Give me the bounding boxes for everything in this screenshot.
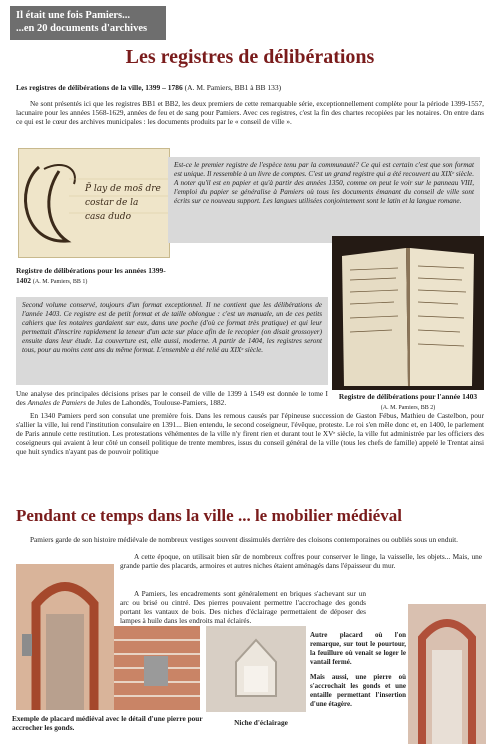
caption-registre-2 bbox=[330, 392, 486, 413]
subtitle-bold: Les registres de délibérations de la ville bbox=[16, 83, 142, 92]
intro-paragraph: Ne sont présentés ici que les registres BB1 et BB2, les deux premiers de cette remarquable série, exceptionnellement complète pour la période 1399-1557, lacunaire pour les années 1568-1629, années de feu et de sang pour Pamiers. Avec ces registres, c'est la fin des chartes recopiées par les notaires. On entre dans ce qui est le cœur des archives municipales : les documents produits par le « conseil de ville ». bbox=[16, 99, 484, 126]
analysis-book-title: Annales de Pamiers bbox=[27, 398, 86, 407]
series-line-2: ...en 20 documents d'archives bbox=[16, 23, 148, 34]
document-subtitle bbox=[16, 83, 486, 92]
subtitle-dates: , 1399 – 1786 bbox=[141, 83, 183, 92]
caption-niche: Niche d'éclairage bbox=[234, 718, 288, 727]
analysis-text-end: de Jules de Lahondès, Toulouse-Pamiers, 1882. bbox=[85, 398, 227, 407]
side-text-1: Autre placard où l'on remarque, sur tout le pourtour, la feuillure où venait se loger le vantail fermé. bbox=[310, 631, 406, 666]
analysis-paragraph bbox=[16, 389, 328, 407]
book-drawing bbox=[332, 236, 484, 390]
history-paragraph: En 1340 Pamiers perd son consulat une première fois. Dans les remous causés par l'épineuse succession de Gaston Fébus, Mathieu de Castelbon, pour s'allier la ville, lui rend l'institution consulaire en 1391... Bien entendu, le second coseigneur, l'évêque, proteste. Le roi s'en mêle donc et, en 1400, le parlement de Paris annule cette restitution. Les protestations véhémentes de la ville n'y firent rien et durant tout le XVᵉ siècle, la ville fut administrée par les officiers des coseigneurs qui avaient à leur côté un conseil politique de trente membres, issus du conseil général de la ville (tous les chefs de famille) appelé le Trentat ainsi que huit syndics n'ayant pas de pouvoir politique bbox=[16, 411, 484, 456]
page-title: Les registres de délibérations bbox=[125, 46, 375, 68]
hinge-stone-drawing bbox=[114, 626, 200, 710]
subtitle-ref: (A. M. Pamiers, BB1 à BB 133) bbox=[184, 83, 282, 92]
open-register-image bbox=[332, 236, 484, 390]
analysis-text: Une analyse des principales décisions prises par le conseil de ville de 1399 à 1549 est donnée le tome I des bbox=[16, 389, 328, 407]
niche-photo bbox=[206, 626, 306, 712]
placard-side-text bbox=[310, 631, 406, 709]
manuscript-line-1: P̄ lay de mos̄ dre bbox=[85, 184, 161, 194]
series-line-1: Il était une fois Pamiers... bbox=[16, 10, 131, 21]
placard-feuillure-photo bbox=[408, 604, 486, 744]
caption-2-ref: (A. M. Pamiers, BB 2) bbox=[380, 405, 436, 411]
niche-drawing bbox=[206, 626, 306, 712]
mobilier-paragraph-2: A cette époque, on utilisait bien sûr de nombreux coffres pour conserver le linge, la vaisselle, les objets... Mais, une grande partie des placards, armoires et autres niches étaient aménagés dans l'épaisseur du mur. bbox=[120, 552, 482, 570]
side-text-2: Mais aussi, une pierre où s'accrochait les gonds et une entaille permettant l'insertion d'une étagère. bbox=[310, 673, 406, 708]
caption-placard: Exemple de placard médiéval avec le détail d'une pierre pour accrocher les gonds. bbox=[12, 714, 203, 732]
placard-photo bbox=[16, 564, 114, 710]
manuscript-drawing bbox=[19, 149, 169, 257]
quote-registre-2: Second volume conservé, toujours d'un format exceptionnel. Il ne contient que les délibérations de l'année 1403. Ce registre est de petit format et de taille oblongue : c'est un manuale, un de ces petits cahiers que les notaires gardaient sur eux, dans une poche (d'où ce format très pratique) et qui leur permettait d'inscrire rapidement la teneur d'un acte sur place afin de le recopier (on disait grossoyer) ensuite dans leur étude. La couverture est, elle aussi, moderne. A partir de 1404, les registres seront tous, pour au moins cent ans du même format. L'ensemble a été relié au XIXᵉ siècle. bbox=[16, 297, 328, 385]
caption-2-title: Registre de délibérations pour l'année 1403 bbox=[338, 392, 478, 401]
caption-registre-1 bbox=[16, 266, 166, 287]
caption-1-ref: (A. M. Pamiers, BB 1) bbox=[32, 279, 88, 285]
mobilier-paragraph-3: A Pamiers, les encadrements sont généralement en briques s'achevant sur un arc ou brisé ou cintré. Des pierres pouvaient permettre l'accrochage des gonds portant les vantaux de bois. Des niches d'éclairage permettaient de déposer des lampes à huile dans les endroits mal éclairés. bbox=[120, 589, 366, 625]
section-title-mobilier: Pendant ce temps dans la ville ... le mobilier médiéval bbox=[16, 506, 402, 525]
placard-feuillure-drawing bbox=[408, 604, 486, 744]
manuscript-line-3: casa dudo bbox=[85, 212, 131, 222]
quote-registre-1: Est-ce le premier registre de l'espèce tenu par la communauté? Ce qui est certain c'est que son format est unique. Il ressemble à un livre de comptes. C'est un grand registre qui a été recouvert au XIXᵉ siècle. A noter qu'il est en papier et qu'à partir des années 1350, comme on peut le voir sur le panneau VIII, l'emploi du papier se généralise à Pamiers où tous les documents émanant du conseil de ville sont écrits sur ce nouveau support. Les langues utilisées conjointement sont le latin et la langue romane. bbox=[168, 157, 480, 243]
series-label-box bbox=[10, 6, 166, 40]
placard-drawing bbox=[16, 564, 114, 710]
mobilier-intro: Pamiers garde de son histoire médiévale de nombreux vestiges souvent dissimulés derrière des cloisons contemporaines ou oubliés sous un enduit. bbox=[30, 535, 458, 544]
manuscript-image bbox=[18, 148, 170, 258]
manuscript-line-2: costar de la bbox=[85, 198, 139, 208]
hinge-stone-photo bbox=[114, 626, 200, 710]
caption-1-title: Registre de délibérations pour les années 1399-1402 bbox=[16, 266, 166, 285]
